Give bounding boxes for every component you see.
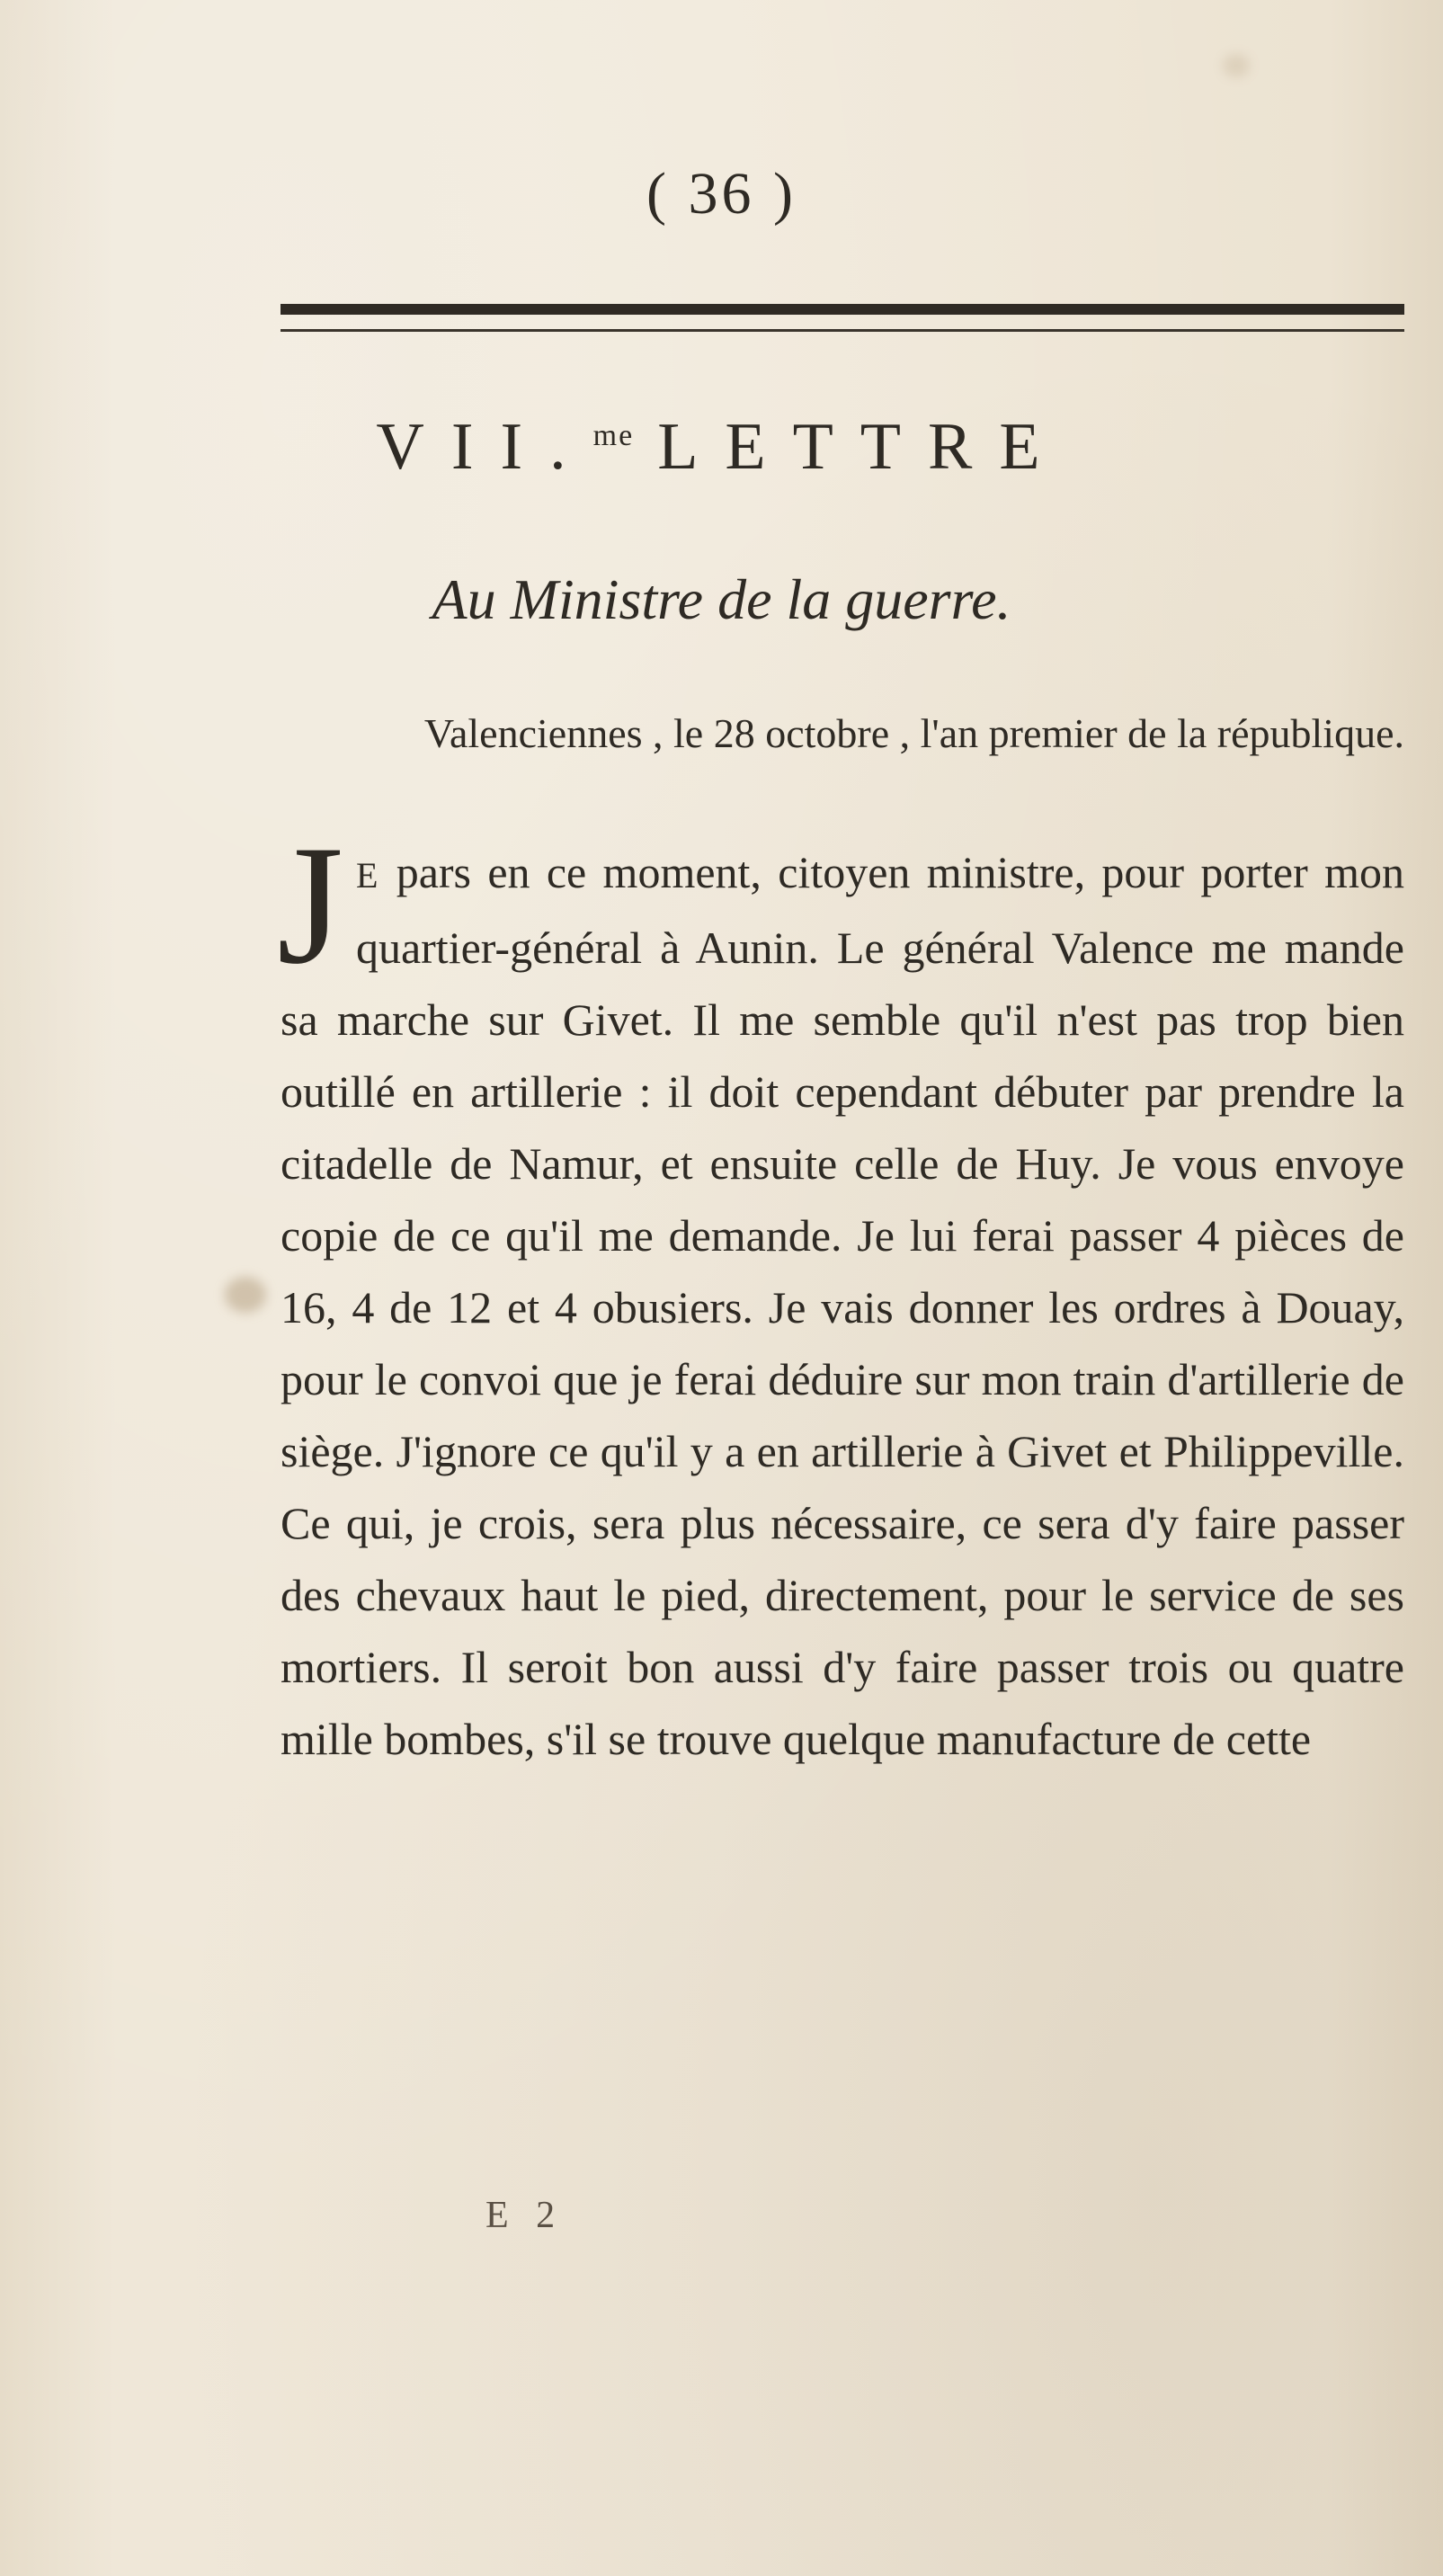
first-word-smallcap: E [355,855,380,896]
header-rule-thin [281,329,1404,332]
body-text: pars en ce moment, citoyen ministre, pour porter mon quartier-général à Aunin. Le général Valence me mande sa marche sur Givet. Il me semble qu'il n'est pas trop bien outillé en artillerie : il doit cependant débuter par prendre la citadelle de Namur, et ensuite celle de Huy. Je vous envoye copie de ce qu'il me demande. Je lui ferai passer 4 pièces de 16, 4 de 12 et 4 obusiers. Je vais donner les ordres à Douay, pour le convoi que je ferai déduire sur mon train d'artillerie de siège. J'ignore ce qu'il y a en artillerie à Givet et Philippeville. Ce qui, je crois, sera plus nécessaire, ce sera d'y faire passer des chevaux haut le pied, directement, pour le service de ses mortiers. Il seroit bon aussi d'y faire passer trois ou quatre mille bombes, s'il se trouve quelque manufacture de cette [281,847,1404,1764]
letter-addressee: Au Ministre de la guerre. [432,567,1011,631]
letter-place-date: Valenciennes , le 28 octobre , l'an premier de la république. [423,710,1404,756]
paper-stain [225,1277,266,1313]
header-rule-thick [281,304,1404,315]
letter-body [277,811,1404,1775]
heading-word: LETTRE [657,410,1067,484]
letter-heading [0,409,1443,486]
paper-stain [1223,54,1250,77]
drop-cap: J [277,811,343,1000]
signature-mark: E 2 [485,2195,565,2236]
page-number: ( 36 ) [646,161,797,227]
heading-numeral: VII. [376,410,593,484]
heading-superscript: me [592,419,635,453]
